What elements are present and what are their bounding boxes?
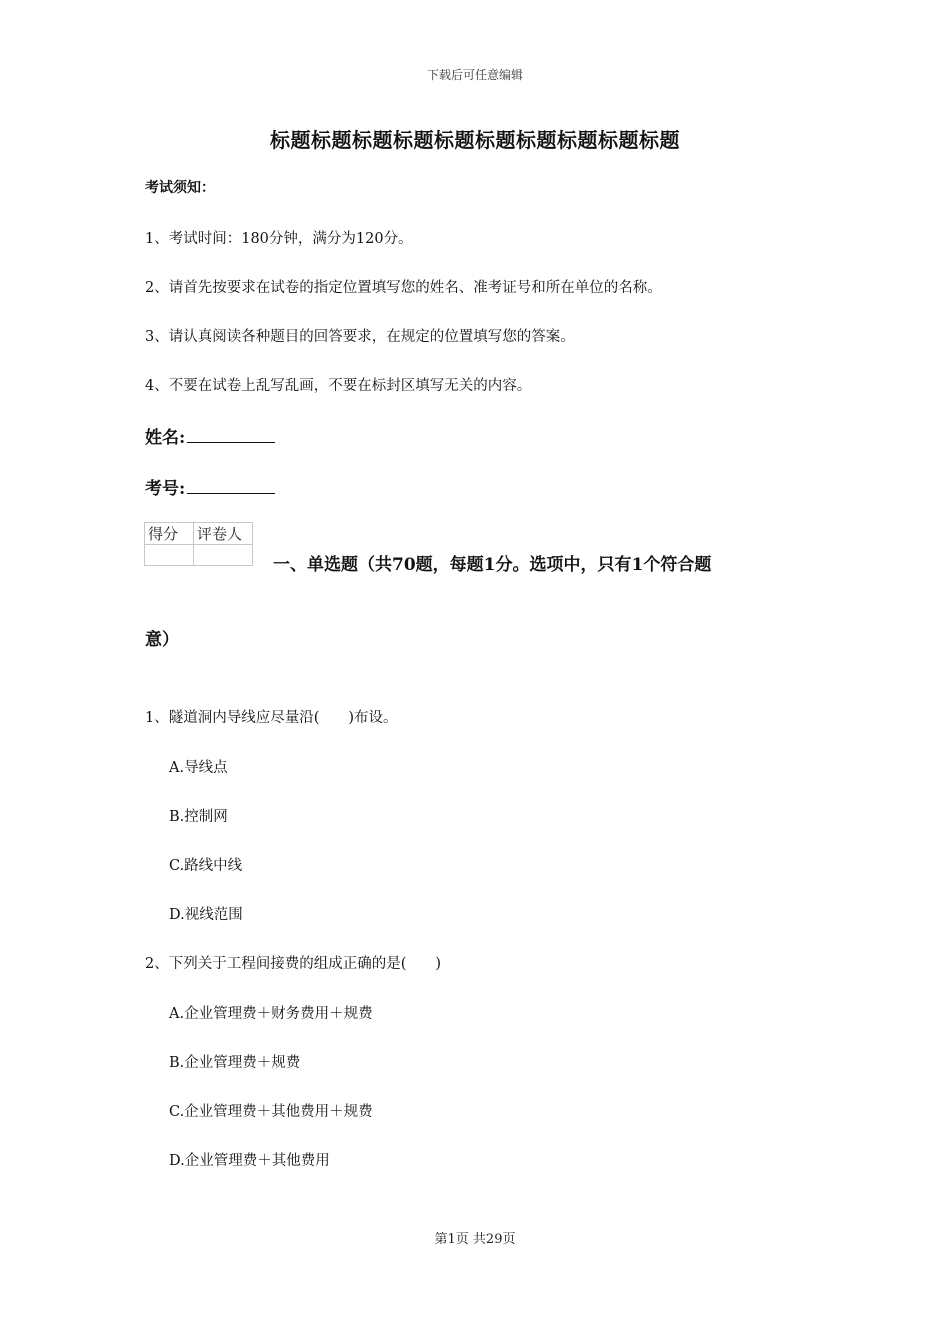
notice-item: 1、考试时间：180分钟，满分为120分。 <box>145 231 413 247</box>
name-label: 姓名: <box>145 428 186 448</box>
score-cell <box>145 545 194 566</box>
question-option: C.路线中线 <box>169 858 243 874</box>
question-stem: 1、隧道洞内导线应尽量沿( )布设。 <box>145 710 398 726</box>
page-footer: 第1页 共29页 <box>434 1232 516 1247</box>
question-option: D.视线范围 <box>169 907 243 923</box>
grader-cell <box>194 545 253 566</box>
header-note: 下载后可任意编辑 <box>426 68 523 82</box>
question-option: A.企业管理费＋财务费用＋规费 <box>169 1006 373 1022</box>
question-option: B.控制网 <box>169 809 228 825</box>
notice-item: 2、请首先按要求在试卷的指定位置填写您的姓名、准考证号和所在单位的名称。 <box>145 280 662 296</box>
exam-number-label: 考号: <box>145 479 186 499</box>
question-option: A.导线点 <box>169 760 228 776</box>
section-title-line1: 一、单选题（共70题，每题1分。选项中，只有1个符合题 <box>273 555 712 575</box>
notice-heading: 考试须知： <box>145 180 215 196</box>
section-title-line2: 意） <box>145 630 179 650</box>
score-header: 得分 <box>145 523 194 545</box>
document-title: 标题标题标题标题标题标题标题标题标题标题 <box>270 128 680 152</box>
exam-number-field <box>145 474 275 499</box>
grader-header: 评卷人 <box>194 523 253 545</box>
name-blank[interactable] <box>187 426 275 443</box>
question-option: C.企业管理费＋其他费用＋规费 <box>169 1104 373 1120</box>
notice-item: 3、请认真阅读各种题目的回答要求，在规定的位置填写您的答案。 <box>145 329 575 345</box>
name-field <box>145 423 275 448</box>
question-option: D.企业管理费＋其他费用 <box>169 1153 330 1169</box>
score-table <box>144 522 253 566</box>
notice-item: 4、不要在试卷上乱写乱画，不要在标封区填写无关的内容。 <box>145 378 532 394</box>
exam-number-blank[interactable] <box>187 477 275 494</box>
question-stem: 2、下列关于工程间接费的组成正确的是( ) <box>145 956 442 972</box>
question-option: B.企业管理费＋规费 <box>169 1055 301 1071</box>
